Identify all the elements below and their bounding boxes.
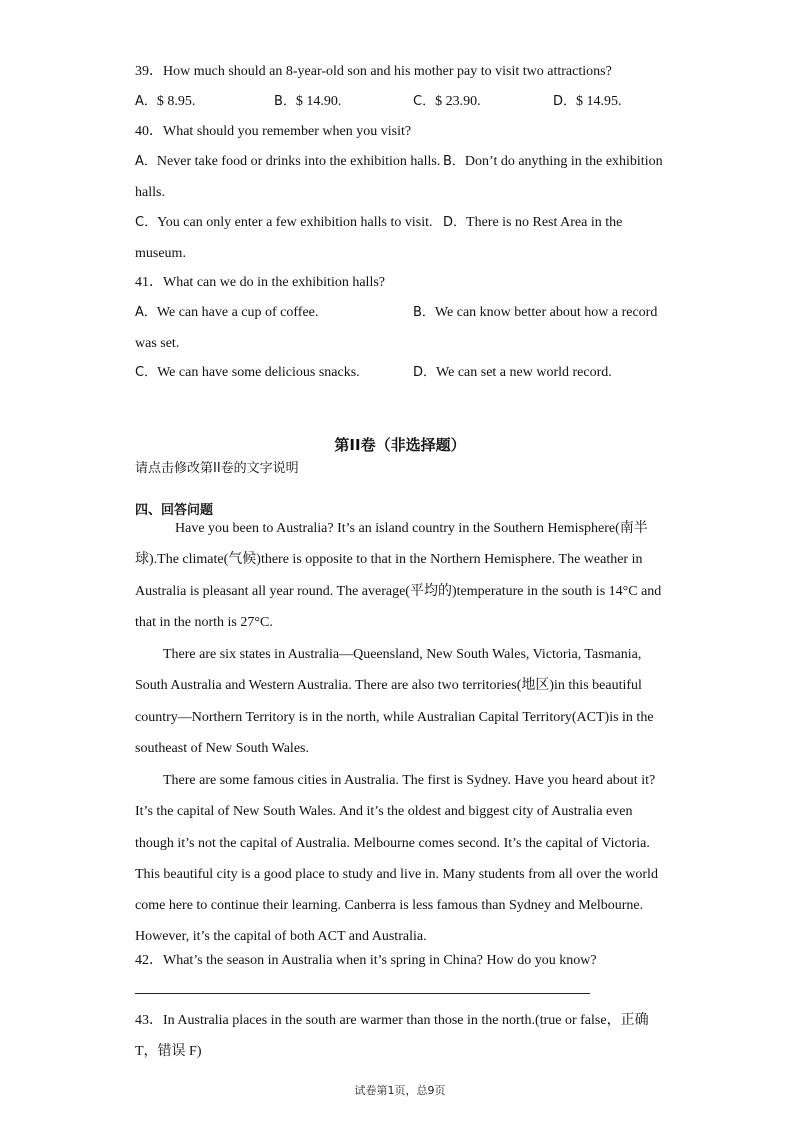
question-43 [135,1012,649,1030]
option-b-continued: was set. [135,336,180,351]
option-b-continued: halls. [135,185,165,200]
option-b: B．Don’t do anything in the exhibition [443,154,663,169]
section-note[interactable]: 请点击修改第II卷的文字说明 [135,461,299,476]
option-a: A．We can have a cup of coffee. [135,305,319,320]
option-a: A．Never take food or drinks into the exhibition halls. [135,154,441,169]
question-text: What’s the season in Australia when it’s spring in China? How do you know? [163,953,597,968]
answer-blank-line[interactable] [135,993,590,994]
passage-paragraph-2: There are six states in Australia—Queensland, New South Wales, Victoria, Tasmania, South Australia and Western Australia. There are also two territories(地区)in this beautiful country—Northern Territory is in the north, while Australian Capital Territory(ACT)is in the southeast of New South Wales. [135,647,654,756]
option-c: C．$ 23.90. [413,94,481,109]
passage-paragraph-3: There are some famous cities in Australia. The first is Sydney. Have you heard about it? It’s the capital of New South Wales. And it’s the oldest and biggest city of Australia even though it’s not the capital of Australia. Melbourne comes second. It’s the capital of Victoria. This beautiful city is a good place to study and live in. Many students from all over the world come here to continue their learning. Canberra is less famous than Sydney and Melbourne. However, it’s the capital of both ACT and Australia. [135,773,658,945]
option-d-continued: museum. [135,246,186,261]
question-number: 41． [135,275,163,290]
option-d: D．There is no Rest Area in the [443,215,623,230]
question-text: In Australia places in the south are warmer than those in the north.(true or false，正确 [163,1013,649,1028]
question-text: What should you remember when you visit? [163,124,412,139]
option-c: C．You can only enter a few exhibition halls to visit. [135,215,433,230]
page-footer: 试卷第1页，总9页 [354,1084,446,1097]
option-d: D．$ 14.95. [553,94,622,109]
question-42 [135,952,597,970]
question-43-continued: T，错误 F) [135,1044,202,1059]
passage-paragraph-1: Have you been to Australia? It’s an island country in the Southern Hemisphere(南半球).The climate(气候)there is opposite to that in the Northern Hemisphere. The weather in Australia is pleasant all year round. The average(平均的)temperature in the south is 14°C and that in the north is 27°C. [135,521,662,630]
option-d: D．We can set a new world record. [413,365,612,380]
option-b: B．We can know better about how a record [413,305,658,320]
option-a: A．$ 8.95. [135,94,196,109]
question-number: 42． [135,953,163,968]
option-b: B．$ 14.90. [274,94,342,109]
question-number: 43． [135,1013,163,1028]
question-number: 39． [135,64,163,79]
section-title: 第II卷（非选择题） [334,436,466,454]
question-41 [135,274,385,292]
question-text: What can we do in the exhibition halls? [163,275,385,290]
question-40 [135,123,411,141]
question-number: 40． [135,124,163,139]
part-heading: 四、回答问题 [135,503,214,518]
question-39 [135,63,612,81]
option-c: C．We can have some delicious snacks. [135,365,360,380]
question-text: How much should an 8-year-old son and his mother pay to visit two attractions? [163,64,612,79]
